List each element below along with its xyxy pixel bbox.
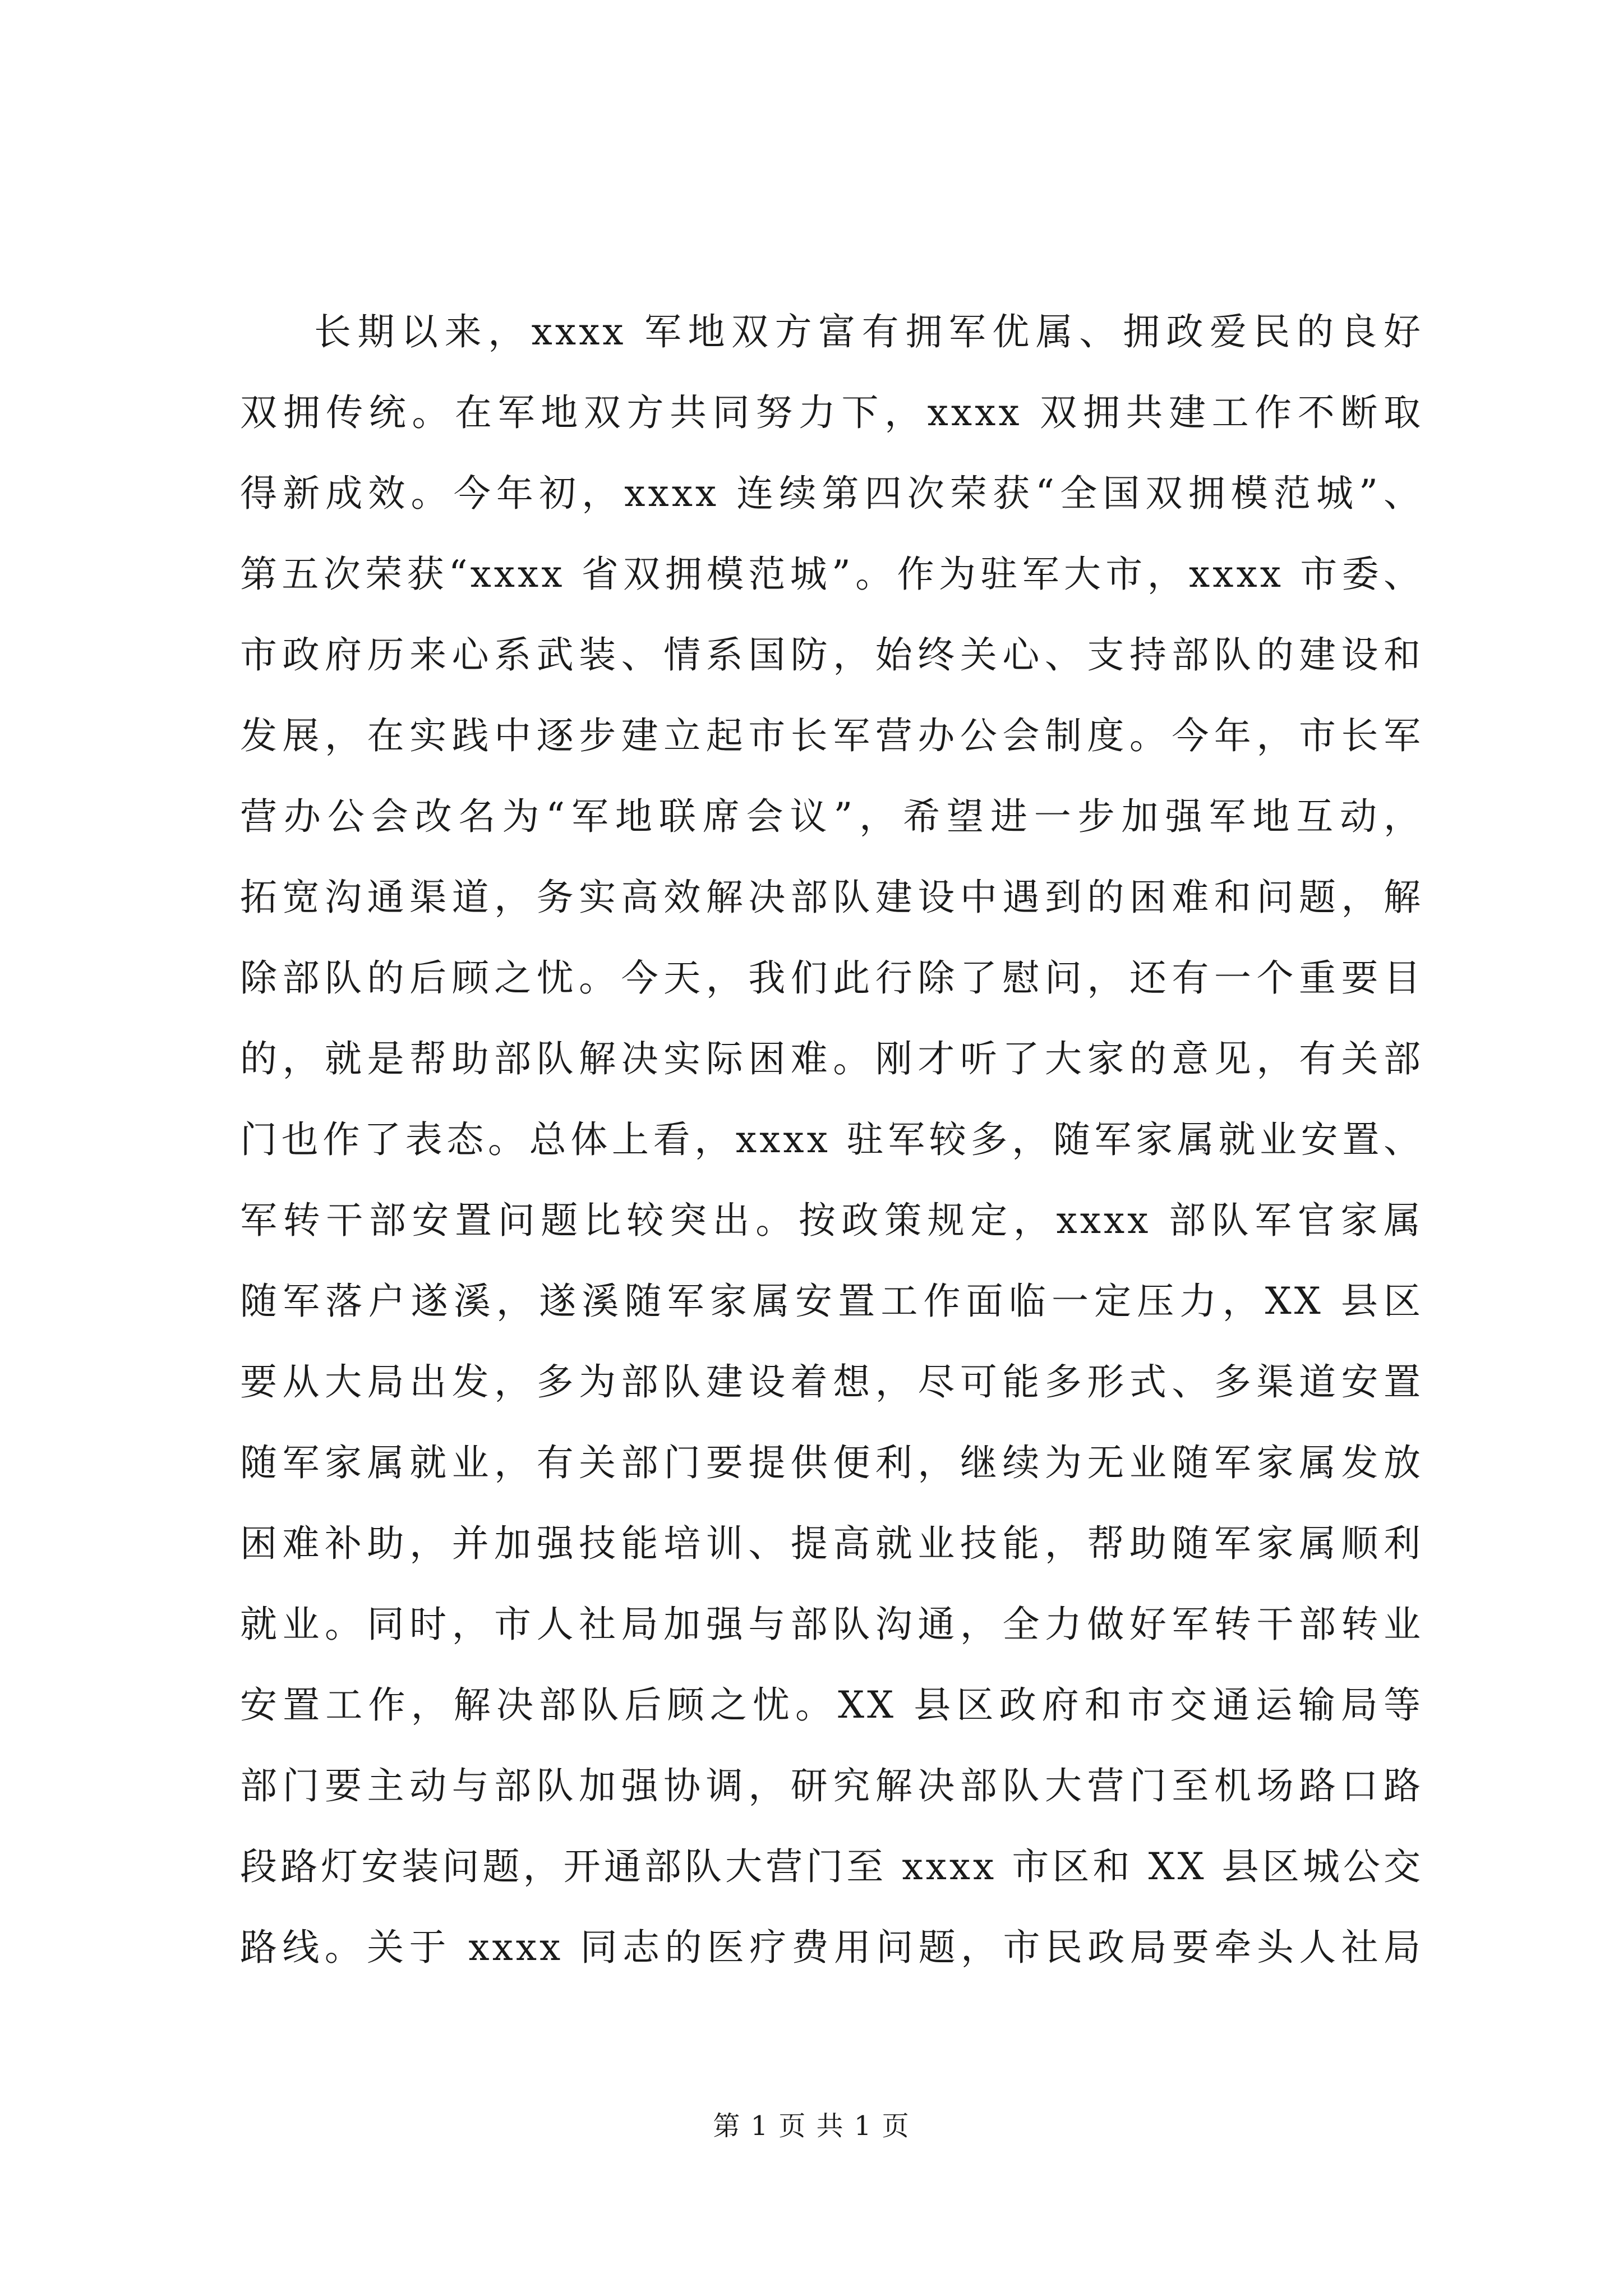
text-line: 部门要主动与部队加强协调，研究解决部队大营门至机场路口路 (240, 1764, 1423, 1807)
text-line: 长期以来，xxxx 军地双方富有拥军优属、拥政爱民的良好 (314, 310, 1423, 353)
text-line: 困难补助，并加强技能培训、提高就业技能，帮助随军家属顺利 (240, 1522, 1423, 1565)
text-line: 门也作了表态。总体上看，xxxx 驻军较多，随军家属就业安置、 (240, 1118, 1423, 1161)
text-line: 拓宽沟通渠道，务实高效解决部队建设中遇到的困难和问题，解 (240, 876, 1423, 919)
body-paragraph (240, 292, 1423, 1988)
page-footer: 第 1 页 共 1 页 (713, 2110, 910, 2142)
text-line: 随军家属就业，有关部门要提供便利，继续为无业随军家属发放 (240, 1441, 1423, 1484)
text-line: 得新成效。今年初，xxxx 连续第四次荣获“全国双拥模范城”、 (240, 472, 1423, 515)
text-line: 要从大局出发，多为部队建设着想，尽可能多形式、多渠道安置 (240, 1360, 1423, 1404)
text-line: 段路灯安装问题，开通部队大营门至 xxxx 市区和 XX 县区城公交 (240, 1845, 1423, 1888)
text-line: 路线。关于 xxxx 同志的医疗费用问题，市民政局要牵头人社局 (240, 1926, 1423, 1969)
text-line: 就业。同时，市人社局加强与部队沟通，全力做好军转干部转业 (240, 1603, 1423, 1646)
text-line: 双拥传统。在军地双方共同努力下，xxxx 双拥共建工作不断取 (240, 391, 1423, 434)
text-line: 的，就是帮助部队解决实际困难。刚才听了大家的意见，有关部 (240, 1037, 1423, 1080)
text-line: 市政府历来心系武装、情系国防，始终关心、支持部队的建设和 (240, 633, 1423, 677)
text-line: 营办公会改名为“军地联席会议”，希望进一步加强军地互动， (240, 795, 1423, 838)
text-line: 发展，在实践中逐步建立起市长军营办公会制度。今年，市长军 (240, 714, 1423, 757)
text-line: 随军落户遂溪，遂溪随军家属安置工作面临一定压力，XX 县区 (240, 1280, 1423, 1323)
text-line: 第五次荣获“xxxx 省双拥模范城”。作为驻军大市，xxxx 市委、 (240, 553, 1423, 596)
text-line: 除部队的后顾之忧。今天，我们此行除了慰问，还有一个重要目 (240, 956, 1423, 1000)
text-line: 军转干部安置问题比较突出。按政策规定，xxxx 部队军官家属 (240, 1199, 1423, 1242)
text-line: 安置工作，解决部队后顾之忧。XX 县区政府和市交通运输局等 (240, 1683, 1423, 1727)
